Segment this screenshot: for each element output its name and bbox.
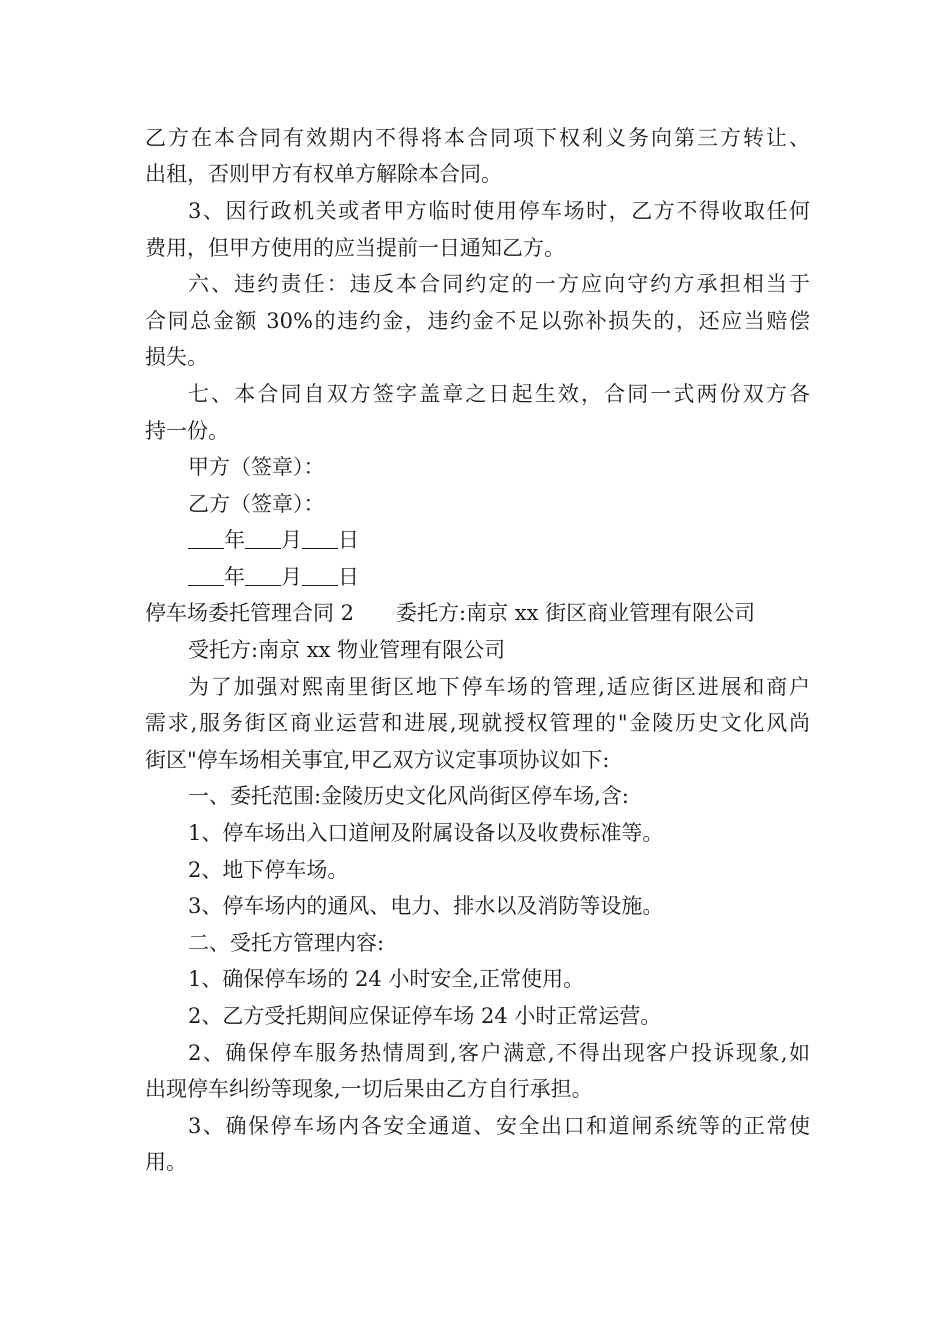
text-line: 费用，但甲方使用的应当提前一日通知乙方。 <box>145 236 565 260</box>
text-line: 七、本合同自双方签字盖章之日起生效，合同一式两份双方各 <box>188 382 810 406</box>
list-item: 1、停车场出入口道闸及附属设备以及收费标准等。 <box>188 821 664 845</box>
text-line: 损失。 <box>145 345 208 369</box>
day-blank <box>302 528 338 549</box>
text-line: 六、违约责任：违反本合同约定的一方应向守约方承担相当于 <box>188 272 810 296</box>
text-line: 合同总金额 30%的违约金，违约金不足以弥补损失的，还应当赔偿 <box>145 309 810 333</box>
year-blank <box>188 565 224 586</box>
month-blank <box>245 565 281 586</box>
list-item: 2、乙方受托期间应保证停车场 24 小时正常运营。 <box>188 1004 662 1028</box>
year-blank <box>188 528 224 549</box>
text-line: 乙方在本合同有效期内不得将本合同项下权利义务向第三方转让、 <box>145 126 810 150</box>
text-line: 3、因行政机关或者甲方临时使用停车场时，乙方不得收取任何 <box>188 199 810 223</box>
text-line: 出现停车纠纷等现象,一切后果由乙方自行承担。 <box>145 1077 593 1101</box>
date-line: 年 月 日 <box>188 563 810 591</box>
party-b-signature-label: 乙方（签章）： <box>188 492 325 516</box>
contract-2-heading: 停车场委托管理合同 2 委托方:南京 xx 街区商业管理有限公司 <box>145 601 756 625</box>
list-item: 3、停车场内的通风、电力、排水以及消防等设施。 <box>188 894 664 918</box>
section-heading: 一、委托范围:金陵历史文化风尚街区停车场,含: <box>188 784 629 808</box>
text-line: 出租，否则甲方有权单方解除本合同。 <box>145 162 502 186</box>
party-a-signature-label: 甲方（签章）： <box>188 455 325 479</box>
text-line: 街区"停车场相关事宜,甲乙双方议定事项协议如下: <box>145 748 610 772</box>
list-item: 3、确保停车场内各安全通道、安全出口和道闸系统等的正常使 <box>188 1114 810 1138</box>
list-item: 2、地下停车场。 <box>188 858 349 882</box>
text-line: 需求,服务街区商业运营和进展,现就授权管理的"金陵历史文化风尚 <box>145 711 810 735</box>
text-line: 持一份。 <box>145 419 229 443</box>
section-heading: 二、受托方管理内容: <box>188 931 385 955</box>
text-line: 为了加强对熙南里街区地下停车场的管理,适应街区进展和商户 <box>188 675 810 699</box>
month-blank <box>245 528 281 549</box>
date-line: 年 月 日 <box>188 526 810 554</box>
list-item: 1、确保停车场的 24 小时安全,正常使用。 <box>188 967 585 991</box>
list-item: 2、确保停车服务热情周到,客户满意,不得出现客户投诉现象,如 <box>188 1041 810 1065</box>
trustee-line: 受托方:南京 xx 物业管理有限公司 <box>188 638 506 662</box>
text-line: 用。 <box>145 1150 187 1174</box>
day-blank <box>302 565 338 586</box>
